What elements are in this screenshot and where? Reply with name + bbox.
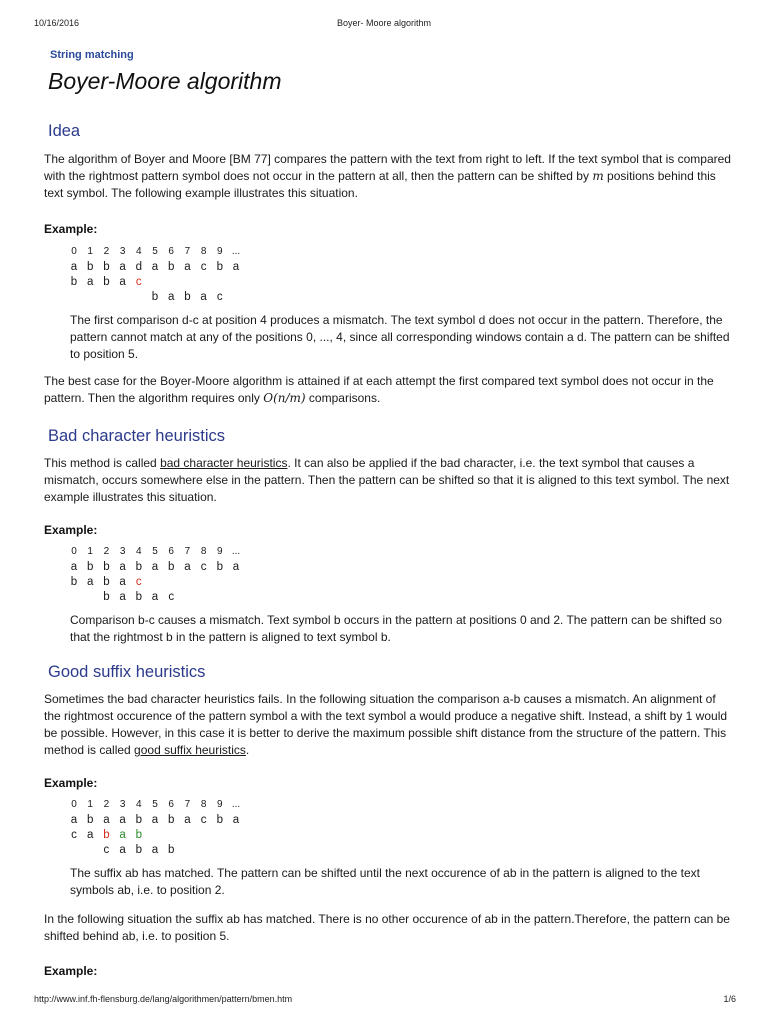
shifted-pattern-row-char: a	[200, 291, 207, 303]
text-row-char: c	[200, 261, 207, 273]
position-row-char: ...	[231, 799, 241, 810]
shifted-pattern-row-char: b	[167, 844, 175, 856]
position-row-char: 0	[71, 546, 77, 557]
position-row-char: 6	[168, 799, 174, 810]
position-row-char: ...	[231, 246, 241, 257]
example-label: Example:	[44, 964, 98, 978]
position-row-char: ...	[231, 546, 241, 557]
text-row-char: a	[119, 261, 126, 273]
text-row-char: b	[167, 814, 175, 826]
pattern-row-char: a	[86, 276, 94, 288]
text-row-char: b	[216, 814, 223, 826]
position-row-char: 8	[200, 546, 207, 557]
position-row-char: 3	[119, 546, 126, 557]
text-row-char: a	[151, 561, 159, 573]
pattern-row-char: c	[71, 829, 77, 841]
print-url: http://www.inf.fh-flensburg.de/lang/algorithmen/pattern/bmen.htm	[34, 994, 293, 1004]
text-row-char: b	[216, 261, 223, 273]
print-page-number: 1/6	[723, 994, 736, 1004]
text-row-char: b	[167, 261, 175, 273]
position-row-char: 1	[87, 546, 93, 557]
position-row-char: 5	[152, 246, 158, 257]
position-row-char: 3	[119, 799, 126, 810]
example-3-explanation: The suffix ab has matched. The pattern can be shifted until the next occurence of ab in the pattern is aligned to the text symbols ab, i.e. to position 2.	[70, 866, 700, 897]
text-row-char: a	[232, 814, 240, 826]
text-row-char: a	[119, 814, 126, 826]
example-1-explanation: The first comparison d-c at position 4 produces a mismatch. The text symbol d does not occur in the pattern. Therefore, the pattern cannot match at any of the positions 0, ..., 4, since all corresponding windows contain a d. The pattern can be shifted to position 5.	[70, 313, 730, 361]
text-row-char: a	[184, 561, 191, 573]
text-row-char: a	[184, 814, 191, 826]
text-row-char: a	[119, 561, 126, 573]
shifted-pattern-row-char: c	[103, 844, 110, 856]
bad-character-paragraph: This method is called bad character heuristics. It can also be applied if the bad character, i.e. the text symbol that causes a mismatch, occurs somewhere else in the pattern. Then the pattern can be shifted so that it is aligned to this text symbol. The next example illustrates this situation.	[44, 456, 730, 504]
pattern-row-char: c	[135, 576, 142, 588]
shifted-pattern-row-char: b	[151, 291, 159, 303]
text-row-char: a	[232, 261, 240, 273]
text-row-char: b	[216, 561, 223, 573]
pattern-row-char: b	[70, 576, 78, 588]
print-title: Boyer- Moore algorithm	[336, 18, 432, 28]
position-row-char: 5	[152, 799, 158, 810]
example-label: Example:	[44, 222, 98, 236]
pattern-row-char: a	[86, 829, 94, 841]
shifted-pattern-row-char: b	[184, 291, 191, 303]
text-row-char: a	[184, 261, 191, 273]
position-row-char: 0	[71, 246, 77, 257]
position-row-char: 8	[200, 799, 207, 810]
shifted-pattern-row-char: b	[103, 591, 110, 603]
shifted-pattern-row-char: a	[167, 291, 175, 303]
text-row-char: b	[103, 261, 110, 273]
position-row-char: 9	[217, 799, 223, 810]
page-title: Boyer-Moore algorithm	[48, 68, 282, 94]
pattern-row-char: b	[135, 829, 142, 841]
pattern-row-char: a	[119, 276, 126, 288]
pattern-row-char: b	[70, 276, 78, 288]
position-row-char: 0	[71, 799, 77, 810]
position-row-char: 9	[217, 246, 223, 257]
pattern-row-char: a	[86, 576, 94, 588]
text-row-char: c	[200, 814, 207, 826]
section-heading-idea: Idea	[48, 122, 81, 140]
position-row-char: 8	[200, 246, 207, 257]
position-row-char: 1	[87, 799, 93, 810]
shifted-pattern-row-char: a	[151, 844, 159, 856]
idea-paragraph: The algorithm of Boyer and Moore [BM 77] compares the pattern with the text from right to left. If the text symbol that is compared with the rightmost pattern symbol does not occur in the pattern at all, then the pattern can be shifted by m positions behind this text symbol. The following example illustrates this situation.	[44, 152, 731, 200]
position-row-char: 6	[168, 546, 174, 557]
text-row-char: c	[200, 561, 207, 573]
text-row-char: a	[151, 261, 159, 273]
position-row-char: 7	[184, 546, 191, 557]
example-label: Example:	[44, 776, 98, 790]
pattern-row-char: b	[103, 276, 110, 288]
best-case-paragraph: The best case for the Boyer-Moore algorithm is attained if at each attempt the first compared text symbol does not occur in the pattern. Then the algorithm requires only O(n/m) comparisons.	[44, 374, 714, 405]
position-row-char: 7	[184, 799, 191, 810]
text-row-char: a	[70, 561, 78, 573]
text-row-char: a	[232, 561, 240, 573]
shifted-pattern-row-char: a	[151, 591, 159, 603]
print-header	[0, 18, 768, 30]
position-row-char: 6	[168, 246, 174, 257]
text-row-char: b	[167, 561, 175, 573]
print-footer	[0, 994, 768, 1006]
example-label: Example:	[44, 523, 98, 537]
shifted-pattern-row-char: c	[168, 591, 175, 603]
text-row-char: b	[86, 814, 94, 826]
text-row-char: b	[135, 814, 142, 826]
position-row-char: 3	[119, 246, 126, 257]
pattern-row-char: c	[135, 276, 142, 288]
section-heading-good-suffix: Good suffix heuristics	[48, 663, 206, 681]
section-heading-bad-character: Bad character heuristics	[48, 427, 225, 445]
text-row-char: a	[151, 814, 159, 826]
pattern-row-char: a	[119, 829, 126, 841]
shifted-pattern-row-char: b	[135, 844, 142, 856]
position-row-char: 2	[103, 799, 110, 810]
bad-character-link[interactable]: bad character heuristics	[160, 456, 288, 470]
text-row-char: b	[103, 561, 110, 573]
text-row-char: a	[103, 814, 110, 826]
position-row-char: 9	[217, 546, 223, 557]
position-row-char: 4	[136, 246, 142, 257]
position-row-char: 2	[103, 246, 110, 257]
shifted-pattern-row-char: c	[216, 291, 223, 303]
shifted-pattern-row-char: a	[119, 844, 126, 856]
position-row-char: 7	[184, 246, 191, 257]
text-row-char: b	[135, 561, 142, 573]
text-row-char: b	[86, 261, 94, 273]
text-row-char: d	[135, 261, 142, 273]
good-suffix-link[interactable]: good suffix heuristics	[134, 743, 246, 757]
position-row-char: 4	[136, 799, 142, 810]
breadcrumb-link[interactable]: String matching	[50, 49, 134, 61]
good-suffix-paragraph-2: In the following situation the suffix ab has matched. There is no other occurence of ab in the pattern.Therefore, the pattern can be shifted behind ab, i.e. to position 5.	[44, 912, 730, 943]
pattern-row-char: b	[103, 576, 110, 588]
position-row-char: 4	[136, 546, 142, 557]
position-row-char: 5	[152, 546, 158, 557]
position-row-char: 1	[87, 246, 93, 257]
text-row-char: a	[70, 814, 78, 826]
pattern-row-char: b	[103, 829, 110, 841]
print-date: 10/16/2016	[34, 18, 80, 28]
text-row-char: b	[86, 561, 94, 573]
text-row-char: a	[70, 261, 78, 273]
pattern-row-char: a	[119, 576, 126, 588]
shifted-pattern-row-char: b	[135, 591, 142, 603]
position-row-char: 2	[103, 546, 110, 557]
example-2-explanation: Comparison b-c causes a mismatch. Text symbol b occurs in the pattern at positions 0 and 2. The pattern can be shifted so that the rightmost b in the pattern is aligned to text symbol b.	[70, 613, 722, 644]
good-suffix-paragraph: Sometimes the bad character heuristics fails. In the following situation the comparison a-b causes a mismatch. An alignment of the rightmost occurence of the pattern symbol a with the text symbol a would produce a negative shift. Instead, a shift by 1 would be possible. However, in this case it is better to derive the maximum possible shift distance from the structure of the pattern. This method is called good suffix heuristics.	[44, 692, 728, 757]
shifted-pattern-row-char: a	[119, 591, 126, 603]
